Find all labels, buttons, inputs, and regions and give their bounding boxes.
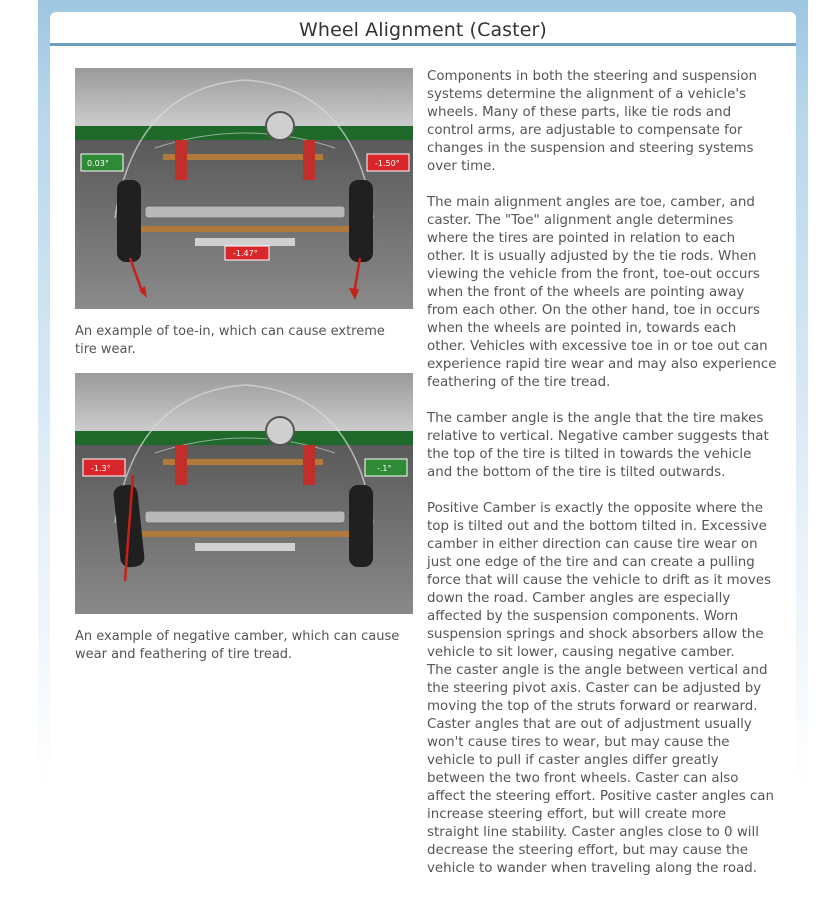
title-bar (50, 12, 796, 46)
paragraph-positive-camber: Positive Camber is exactly the opposite where the top is tilted out and the bottom tilted in. Excessive camber in either direction can cause tire wear on just one edge of the tire and can create a pulling force that will cause the vehicle to drift as it moves down the road. Camber angles are especially affected by the suspension components. Worn suspension springs and shock absorbers allow the vehicle to sit lower, causing negative camber. (427, 501, 771, 660)
paragraph-intro: Components in both the steering and suspension systems determine the alignment of a vehicle's wheels. Many of these parts, like tie rods and control arms, are adjustable to compensate for changes in the suspension and steering systems over time. (427, 69, 758, 174)
center-reading: -1.47° (233, 249, 258, 258)
negative-camber-caption: An example of negative camber, which can cause wear and feathering of tire tread. (75, 629, 400, 662)
paragraph-toe: The main alignment angles are toe, camber, and caster. The "Toe" alignment angle determines where the tires are pointed in relation to each other. It is usually adjusted by the tie rods. When viewing the vehicle from the front, toe-out occurs when the front of the wheels are pointing away from each other. On the other hand, toe in occurs when the wheels are pointed in, towards each other. Vehicles with excessive toe in or toe out can experience rapid tire wear and may also experience feathering of the tire tread. (427, 195, 777, 390)
left-reading: 0.03° (87, 159, 109, 168)
page-title: Wheel Alignment (Caster) (299, 19, 547, 41)
article-body (427, 68, 777, 878)
toe-in-caption: An example of toe-in, which can cause extreme tire wear. (75, 324, 385, 357)
right-reading: -.1° (377, 464, 392, 473)
left-reading: -1.3° (91, 464, 111, 473)
figure-column (75, 68, 413, 664)
paragraph-caster: The caster angle is the angle between vertical and the steering pivot axis. Caster can be adjusted by moving the top of the struts forward or rearward. Caster angles that are out of adjustment usually won't cause tires to wear, but may cause the vehicle to pull if caster angles differ greatly between the two front wheels. Caster can also affect the steering effort. Positive caster angles can increase steering effort, but will create more straight line stability. Caster angles close to 0 will decrease the steering effort, but may cause the vehicle to wander when traveling along the road. (427, 663, 774, 876)
content-panel (50, 12, 796, 907)
paragraph-camber: The camber angle is the angle that the tire makes relative to vertical. Negative camber suggests that the top of the tire is tilted in towards the vehicle and the bottom of the tire is tilted outwards. (427, 411, 769, 480)
negative-camber-photo (75, 373, 413, 614)
toe-in-photo (75, 68, 413, 309)
right-reading: -1.50° (375, 159, 400, 168)
